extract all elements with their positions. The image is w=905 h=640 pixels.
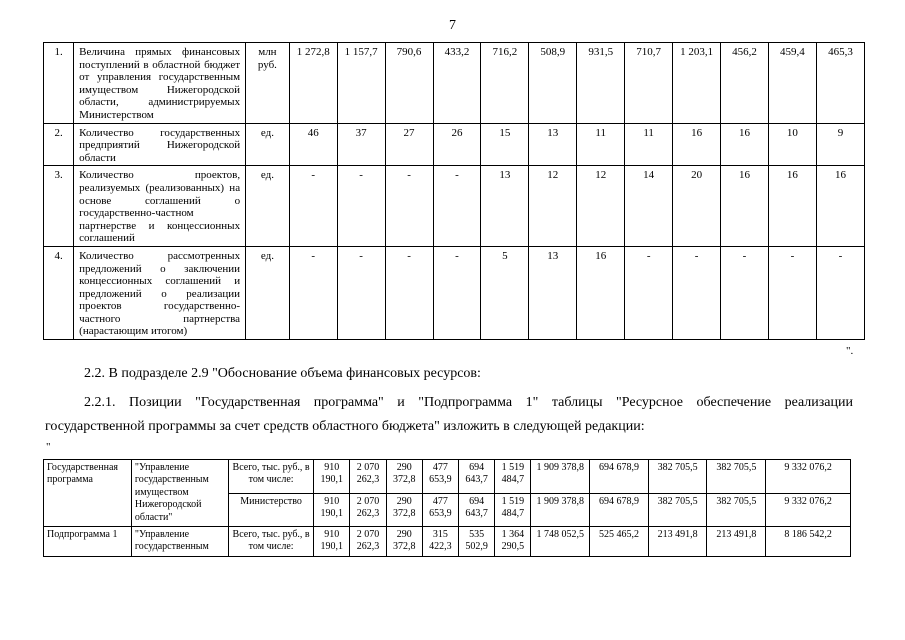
value-cell: 910 190,1: [314, 493, 350, 527]
value-cell: 290 372,8: [386, 460, 422, 494]
table-row: [44, 166, 865, 247]
value-cell: 694 678,9: [590, 493, 649, 527]
value-cell: 14: [625, 166, 673, 247]
value-cell: 508,9: [529, 43, 577, 124]
resource-table: [43, 459, 851, 557]
value-cell: 16: [577, 246, 625, 339]
value-cell: 477 653,9: [422, 460, 458, 494]
value-cell: 11: [625, 123, 673, 166]
value-cell: -: [625, 246, 673, 339]
row-label: Всего, тыс. руб., в том числе:: [229, 460, 314, 494]
value-cell: 2 070 262,3: [350, 460, 386, 494]
value-cell: 1 519 484,7: [495, 493, 531, 527]
value-cell: 694 643,7: [459, 460, 495, 494]
value-cell: -: [433, 246, 481, 339]
table-row: [44, 527, 851, 557]
value-cell: 213 491,8: [648, 527, 707, 557]
table-row: [44, 246, 865, 339]
value-cell: -: [289, 166, 337, 247]
value-cell: 694 643,7: [459, 493, 495, 527]
row-number: 2.: [44, 123, 74, 166]
value-cell: 910 190,1: [314, 527, 350, 557]
value-cell: 456,2: [721, 43, 769, 124]
table-row: [44, 43, 865, 124]
value-cell: 382 705,5: [707, 493, 766, 527]
value-cell: 26: [433, 123, 481, 166]
value-cell: 1 157,7: [337, 43, 385, 124]
unit-cell: ед.: [246, 246, 290, 339]
value-cell: -: [385, 166, 433, 247]
value-cell: 20: [673, 166, 721, 247]
indicator-description: Количество рассмотренных предложений о заключении концессионных соглашений и предложений о реализации проектов государственно-частного партнерства (нарастающим итогом): [74, 246, 246, 339]
row-label: Всего, тыс. руб., в том числе:: [229, 527, 314, 557]
row-number: 1.: [44, 43, 74, 124]
value-cell: 525 465,2: [590, 527, 649, 557]
value-cell: 382 705,5: [648, 460, 707, 494]
value-cell: 9: [816, 123, 864, 166]
value-cell: 290 372,8: [386, 527, 422, 557]
program-name: "Управление государственным имуществом Нижегородской области": [131, 460, 228, 527]
value-cell: 46: [289, 123, 337, 166]
table-row: [44, 123, 865, 166]
value-cell: 213 491,8: [707, 527, 766, 557]
total-cell: 9 332 076,2: [766, 493, 851, 527]
value-cell: -: [816, 246, 864, 339]
value-cell: 465,3: [816, 43, 864, 124]
indicator-description: Количество государственных предприятий Нижегородской области: [74, 123, 246, 166]
value-cell: 716,2: [481, 43, 529, 124]
total-cell: 8 186 542,2: [766, 527, 851, 557]
value-cell: 1 519 484,7: [495, 460, 531, 494]
value-cell: 477 653,9: [422, 493, 458, 527]
value-cell: -: [721, 246, 769, 339]
value-cell: 1 748 052,5: [531, 527, 590, 557]
value-cell: 931,5: [577, 43, 625, 124]
program-type: Подпрограмма 1: [44, 527, 132, 557]
row-label: Министерство: [229, 493, 314, 527]
row-number: 4.: [44, 246, 74, 339]
value-cell: -: [337, 246, 385, 339]
total-cell: 9 332 076,2: [766, 460, 851, 494]
value-cell: 13: [529, 123, 577, 166]
value-cell: 16: [816, 166, 864, 247]
value-cell: 11: [577, 123, 625, 166]
value-cell: 12: [577, 166, 625, 247]
value-cell: 37: [337, 123, 385, 166]
value-cell: 12: [529, 166, 577, 247]
page-number: 7: [449, 18, 456, 33]
value-cell: 5: [481, 246, 529, 339]
value-cell: 1 272,8: [289, 43, 337, 124]
closing-quote: ".: [846, 345, 854, 357]
value-cell: 13: [481, 166, 529, 247]
value-cell: 2 070 262,3: [350, 527, 386, 557]
program-name: "Управление государственным: [131, 527, 228, 557]
value-cell: 2 070 262,3: [350, 493, 386, 527]
value-cell: 16: [768, 166, 816, 247]
unit-cell: ед.: [246, 123, 290, 166]
value-cell: 290 372,8: [386, 493, 422, 527]
value-cell: 16: [721, 166, 769, 247]
value-cell: 710,7: [625, 43, 673, 124]
value-cell: -: [337, 166, 385, 247]
opening-quote: ": [46, 441, 51, 453]
value-cell: 315 422,3: [422, 527, 458, 557]
value-cell: 382 705,5: [707, 460, 766, 494]
value-cell: 13: [529, 246, 577, 339]
value-cell: -: [289, 246, 337, 339]
unit-cell: ед.: [246, 166, 290, 247]
value-cell: 382 705,5: [648, 493, 707, 527]
value-cell: 16: [721, 123, 769, 166]
table-row: [44, 460, 851, 494]
value-cell: 459,4: [768, 43, 816, 124]
value-cell: 16: [673, 123, 721, 166]
value-cell: 433,2: [433, 43, 481, 124]
value-cell: 10: [768, 123, 816, 166]
value-cell: -: [768, 246, 816, 339]
value-cell: -: [673, 246, 721, 339]
row-number: 3.: [44, 166, 74, 247]
value-cell: 1 909 378,8: [531, 460, 590, 494]
indicator-description: Количество проектов, реализуемых (реализованных) на основе соглашений о государственно-частном партнерстве и концессионных соглашений: [74, 166, 246, 247]
value-cell: 535 502,9: [459, 527, 495, 557]
value-cell: 1 203,1: [673, 43, 721, 124]
value-cell: 15: [481, 123, 529, 166]
paragraph-2-2-1: 2.2.1. Позиции "Государственная программа" и "Подпрограмма 1" таблицы "Ресурсное обеспечение реализации государственной программы за счет средств областного бюджета" изложить в следующей редакции:: [45, 395, 853, 434]
paragraph-2-2: 2.2. В подразделе 2.9 "Обоснование объема финансовых ресурсов:: [84, 366, 481, 381]
value-cell: 694 678,9: [590, 460, 649, 494]
value-cell: 1 364 290,5: [495, 527, 531, 557]
value-cell: 1 909 378,8: [531, 493, 590, 527]
value-cell: -: [433, 166, 481, 247]
value-cell: 790,6: [385, 43, 433, 124]
program-type: Государственная программа: [44, 460, 132, 527]
value-cell: 27: [385, 123, 433, 166]
value-cell: -: [385, 246, 433, 339]
value-cell: 910 190,1: [314, 460, 350, 494]
indicators-table: [43, 42, 865, 340]
indicator-description: Величина прямых финансовых поступлений в областной бюджет от управления государственным имуществом Нижегородской области, администрируемых Министерством: [74, 43, 246, 124]
unit-cell: млн руб.: [246, 43, 290, 124]
